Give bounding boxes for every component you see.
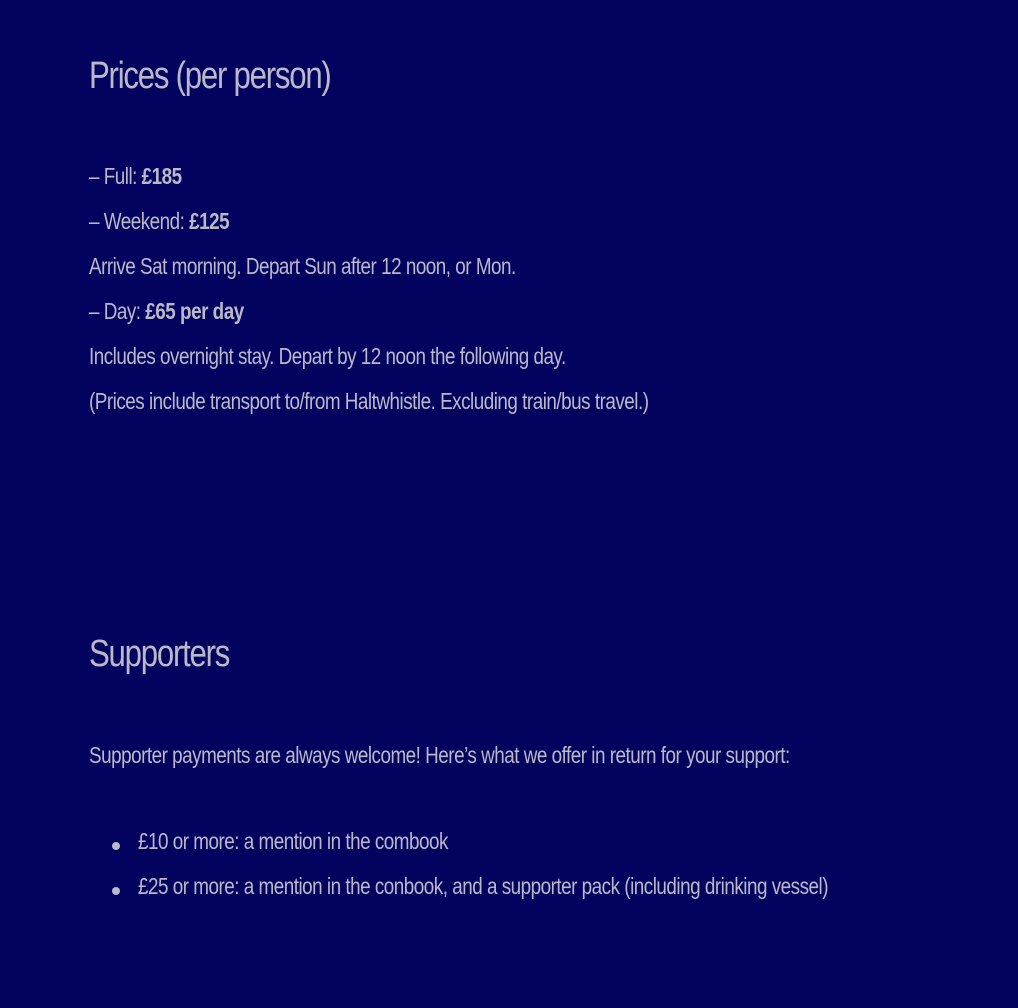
bullet-icon xyxy=(112,842,120,850)
price-day-note: Includes overnight stay. Depart by 12 noon the following day. xyxy=(89,343,566,369)
supporter-tier-text: £10 or more: a mention in the combook xyxy=(138,828,448,854)
supporter-tier-text: £25 or more: a mention in the conbook, and a supporter pack (including drinking vessel) xyxy=(138,873,829,899)
price-weekend-note: Arrive Sat morning. Depart Sun after 12 noon, or Mon. xyxy=(89,253,516,279)
price-weekend xyxy=(89,210,229,233)
supporter-tiers-list xyxy=(89,830,979,920)
price-day-amount: £65 per day xyxy=(145,298,244,324)
price-weekend-amount: £125 xyxy=(189,208,230,234)
price-day-label: – Day: xyxy=(89,298,146,324)
supporters-intro: Supporter payments are always welcome! Here’s what we offer in return for your support: xyxy=(89,742,790,768)
price-full-amount: £185 xyxy=(141,163,182,189)
prices-footnote: (Prices include transport to/from Haltwhistle. Excluding train/bus travel.) xyxy=(89,388,649,414)
list-item xyxy=(89,830,979,875)
bullet-icon xyxy=(112,887,120,895)
price-day xyxy=(89,300,244,323)
price-full-label: – Full: xyxy=(89,163,142,189)
supporters-heading: Supporters xyxy=(89,633,230,675)
price-weekend-label: – Weekend: xyxy=(89,208,190,234)
list-item xyxy=(89,875,979,920)
prices-heading: Prices (per person) xyxy=(89,55,331,97)
price-full xyxy=(89,165,182,188)
